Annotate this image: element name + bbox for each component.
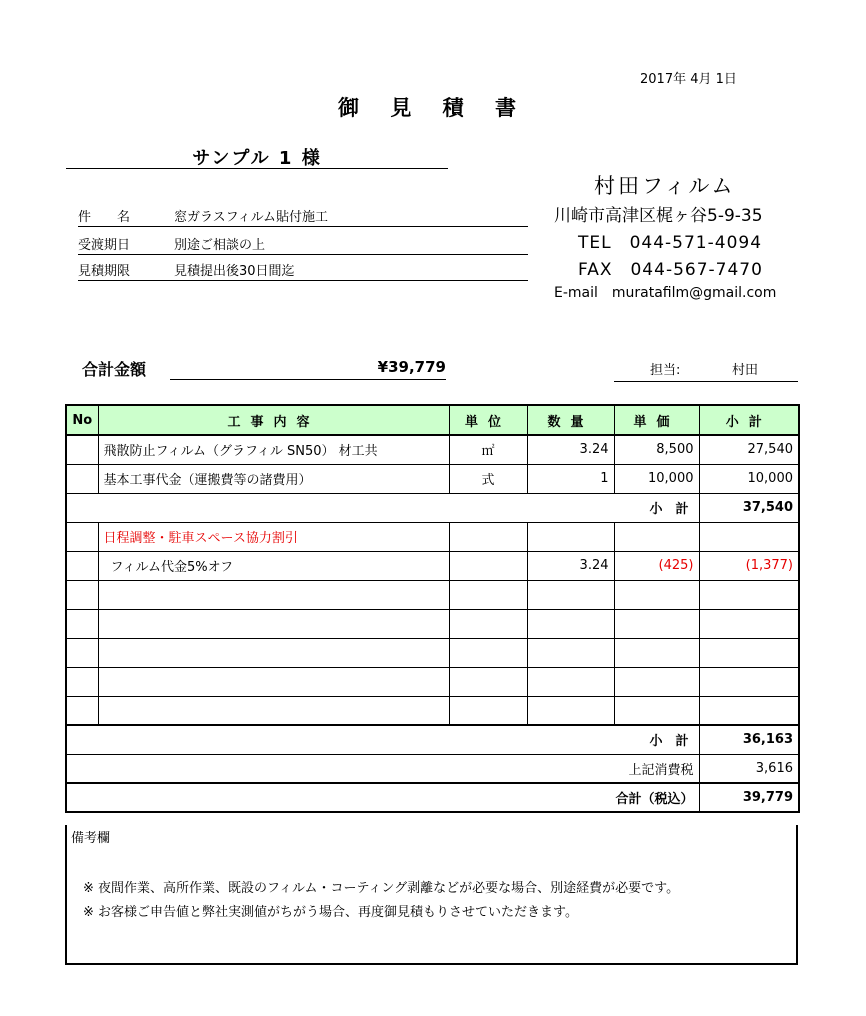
col-header-no: No — [66, 405, 98, 435]
cell-empty — [449, 609, 527, 638]
cell-empty — [98, 667, 449, 696]
cell-empty — [614, 580, 699, 609]
cell-empty — [699, 609, 799, 638]
table-row — [66, 522, 799, 551]
cell-description: フィルム代金5%オフ — [98, 551, 449, 580]
cell-empty — [66, 638, 98, 667]
cell-empty — [98, 609, 449, 638]
cell-empty — [449, 667, 527, 696]
info-label: 受渡期日 — [78, 238, 131, 253]
cell-unit-price — [614, 522, 699, 551]
cell-unit — [449, 522, 527, 551]
table-row-empty — [66, 667, 799, 696]
table-row — [66, 464, 799, 493]
cell-empty — [614, 696, 699, 725]
cell-empty — [527, 696, 614, 725]
grand-total-value: 39,779 — [699, 783, 799, 812]
cell-subtotal: 10,000 — [699, 464, 799, 493]
subtotal-label: 小 計 — [66, 725, 699, 754]
cell-empty — [66, 667, 98, 696]
cell-empty — [98, 580, 449, 609]
cell-empty — [449, 580, 527, 609]
cell-empty — [699, 696, 799, 725]
discount-title: 日程調整・駐車スペース協力割引 — [98, 522, 449, 551]
cell-no — [66, 551, 98, 580]
cell-no — [66, 464, 98, 493]
cell-unit-price: 8,500 — [614, 435, 699, 464]
remarks-note-2: ※ お客様ご申告値と弊社実測値がちがう場合、再度御見積もりさせていただきます。 — [83, 905, 578, 920]
cell-empty — [66, 609, 98, 638]
cell-empty — [699, 667, 799, 696]
table-row-empty — [66, 638, 799, 667]
info-row-validity — [78, 256, 528, 281]
cell-description: 飛散防止フィルム（グラフィル SN50） 材工共 — [98, 435, 449, 464]
cell-unit-price: 10,000 — [614, 464, 699, 493]
table-row-empty — [66, 696, 799, 725]
cell-empty — [699, 638, 799, 667]
cell-no — [66, 522, 98, 551]
cell-description: 基本工事代金（運搬費等の諸費用） — [98, 464, 449, 493]
cell-subtotal: 27,540 — [699, 435, 799, 464]
info-value: 窓ガラスフィルム貼付施工 — [174, 210, 329, 225]
col-header-description: 工事内容 — [98, 405, 449, 435]
cell-empty — [614, 638, 699, 667]
cell-subtotal — [699, 522, 799, 551]
cell-empty — [98, 696, 449, 725]
table-row — [66, 435, 799, 464]
company-fax: FAX 044-567-7470 — [578, 260, 763, 280]
cell-subtotal: (1,377) — [699, 551, 799, 580]
subtotal-value: 36,163 — [699, 725, 799, 754]
cell-unit: 式 — [449, 464, 527, 493]
col-header-unit-price: 単価 — [614, 405, 699, 435]
subtotal-label: 小 計 — [66, 493, 699, 522]
cell-quantity: 1 — [527, 464, 614, 493]
remarks-note-1: ※ 夜間作業、高所作業、既設のフィルム・コーティング剥離などが必要な場合、別途経費が必要です。 — [83, 881, 680, 896]
subtotal-row-1 — [66, 493, 799, 522]
info-row-subject — [78, 202, 528, 227]
col-header-subtotal: 小計 — [699, 405, 799, 435]
grand-total-row — [66, 783, 799, 812]
total-amount-value: ¥39,779 — [377, 358, 446, 376]
cell-empty — [614, 609, 699, 638]
cell-empty — [614, 667, 699, 696]
total-amount-label: 合計金額 — [82, 360, 147, 379]
cell-empty — [66, 580, 98, 609]
company-address: 川崎市高津区梶ヶ谷5-9-35 — [554, 206, 763, 226]
staff-label: 担当: — [650, 363, 681, 378]
cell-empty — [527, 609, 614, 638]
cell-unit — [449, 551, 527, 580]
tax-row — [66, 754, 799, 783]
cell-empty — [98, 638, 449, 667]
cell-empty — [527, 580, 614, 609]
table-row — [66, 551, 799, 580]
issue-date: 2017年 4月 1日 — [640, 72, 737, 87]
table-header-row — [66, 405, 799, 435]
cell-empty — [699, 580, 799, 609]
cell-quantity: 3.24 — [527, 435, 614, 464]
info-value: 別途ご相談の上 — [174, 238, 266, 253]
cell-quantity: 3.24 — [527, 551, 614, 580]
grand-total-label: 合計（税込） — [66, 783, 699, 812]
company-name: 村田フィルム — [594, 174, 736, 198]
company-tel: TEL 044-571-4094 — [578, 233, 763, 253]
remarks-heading: 備考欄 — [71, 831, 111, 846]
staff-field — [614, 357, 798, 382]
document-title: 御 見 積 書 — [338, 96, 528, 120]
col-header-unit: 単位 — [449, 405, 527, 435]
subtotal-value: 37,540 — [699, 493, 799, 522]
company-email: E-mail muratafilm@gmail.com — [554, 285, 777, 301]
tax-value: 3,616 — [699, 754, 799, 783]
remarks-box — [65, 825, 798, 965]
subtotal-row-2 — [66, 725, 799, 754]
cell-unit: ㎡ — [449, 435, 527, 464]
cell-empty — [449, 696, 527, 725]
table-row-empty — [66, 580, 799, 609]
col-header-quantity: 数量 — [527, 405, 614, 435]
cell-empty — [527, 638, 614, 667]
cell-unit-price: (425) — [614, 551, 699, 580]
info-row-delivery — [78, 230, 528, 255]
company-block — [554, 170, 776, 302]
cell-empty — [66, 696, 98, 725]
cell-no — [66, 435, 98, 464]
info-label: 見積期限 — [78, 264, 131, 279]
table-row-empty — [66, 609, 799, 638]
info-value: 見積提出後30日間迄 — [174, 264, 295, 279]
cell-quantity — [527, 522, 614, 551]
tax-label: 上記消費税 — [66, 754, 699, 783]
customer-name: サンプル 1 様 — [66, 144, 448, 169]
cell-empty — [449, 638, 527, 667]
info-label: 件 名 — [78, 210, 131, 225]
cell-empty — [527, 667, 614, 696]
staff-value: 村田 — [732, 363, 759, 378]
items-table — [65, 404, 800, 813]
